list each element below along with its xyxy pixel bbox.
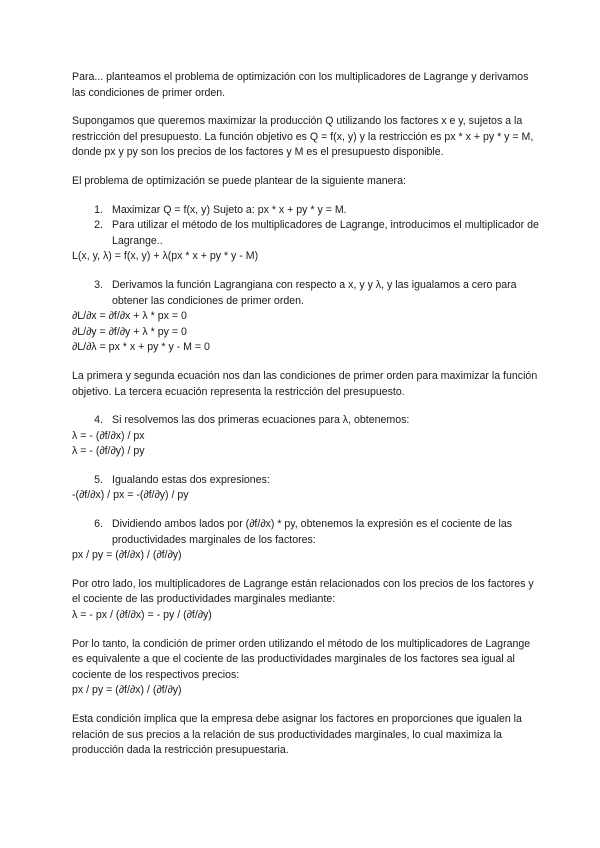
multipliers-paragraph: Por otro lado, los multiplicadores de Lagrange están relacionados con los precios de los factores y el cociente de las productividades marginales mediante: — [72, 577, 534, 606]
lagrangian-equation: L(x, y, λ) = f(x, y) + λ(px * x + py * y - M) — [72, 250, 259, 263]
step-4 — [72, 413, 540, 429]
step-1-number: 1. — [94, 203, 103, 216]
step-1 — [72, 203, 540, 219]
step-2-number: 2. — [94, 219, 103, 232]
final-paragraph: Esta condición implica que la empresa debe asignar los factores en proporciones que igualen la relación de sus precios a la relación de sus productividades marginales, lo cual maximiza la producción dada la restricción presupuestaria. — [72, 713, 522, 757]
derivative-lambda-equation: ∂L/∂λ = px * x + py * y - M = 0 — [72, 341, 210, 354]
step-3-number: 3. — [94, 278, 103, 291]
conclusion-paragraph: Por lo tanto, la condición de primer orden utilizando el método de los multiplicadores de Lagrange es equivalente a que el cociente de las productividades marginales de los factores sea igual al cociente de los respectivos precios: — [72, 637, 531, 681]
step-1-text: Maximizar Q = f(x, y) Sujeto a: px * x + py * y = M. — [112, 203, 347, 216]
lambda-y-equation: λ = - (∂f/∂y) / py — [72, 445, 145, 458]
multipliers-equation: λ = - px / (∂f/∂x) = - py / (∂f/∂y) — [72, 609, 212, 622]
setup-paragraph: Supongamos que queremos maximizar la producción Q utilizando los factores x e y, sujetos a la restricción del presupuesto. La función objetivo es Q = f(x, y) y la restricción es px * x + py * y = M, donde px y py son los precios de los factores y M es el presupuesto disponible. — [72, 115, 534, 159]
step-6 — [72, 517, 540, 548]
lambda-x-equation: λ = - (∂f/∂x) / px — [72, 429, 145, 442]
step-5-text: Igualando estas dos expresiones: — [112, 473, 270, 486]
derivative-y-equation: ∂L/∂y = ∂f/∂y + λ * py = 0 — [72, 325, 187, 338]
step-3-text: Derivamos la función Lagrangiana con respecto a x, y y λ, y las igualamos a cero para obtener las condiciones de primer orden. — [112, 278, 517, 307]
step-5-number: 5. — [94, 473, 103, 486]
derivatives-note-paragraph: La primera y segunda ecuación nos dan las condiciones de primer orden para maximizar la función objetivo. La tercera ecuación representa la restricción del presupuesto. — [72, 369, 538, 398]
intro-paragraph: Para... planteamos el problema de optimización con los multiplicadores de Lagrange y derivamos las condiciones de primer orden. — [72, 71, 529, 99]
document-body — [72, 70, 540, 759]
step-5 — [72, 473, 540, 489]
ratio-equation: px / py = (∂f/∂x) / (∂f/∂y) — [72, 549, 182, 562]
equality-equation: -(∂f/∂x) / px = -(∂f/∂y) / py — [72, 489, 189, 502]
step-3 — [72, 278, 540, 309]
derivative-x-equation: ∂L/∂x = ∂f/∂x + λ * px = 0 — [72, 310, 187, 323]
step-2 — [72, 218, 540, 249]
step-6-number: 6. — [94, 518, 103, 531]
conclusion-equation: px / py = (∂f/∂x) / (∂f/∂y) — [72, 684, 182, 697]
plan-intro-paragraph: El problema de optimización se puede plantear de la siguiente manera: — [72, 174, 406, 187]
step-6-text: Dividiendo ambos lados por (∂f/∂x) * py, obtenemos la expresión es el cociente de las productividades marginales de los factores: — [112, 518, 513, 546]
step-4-text: Si resolvemos las dos primeras ecuaciones para λ, obtenemos: — [112, 414, 410, 427]
step-2-text: Para utilizar el método de los multiplicadores de Lagrange, introducimos el multiplicador de Lagrange.. — [112, 219, 539, 247]
step-4-number: 4. — [94, 414, 103, 427]
